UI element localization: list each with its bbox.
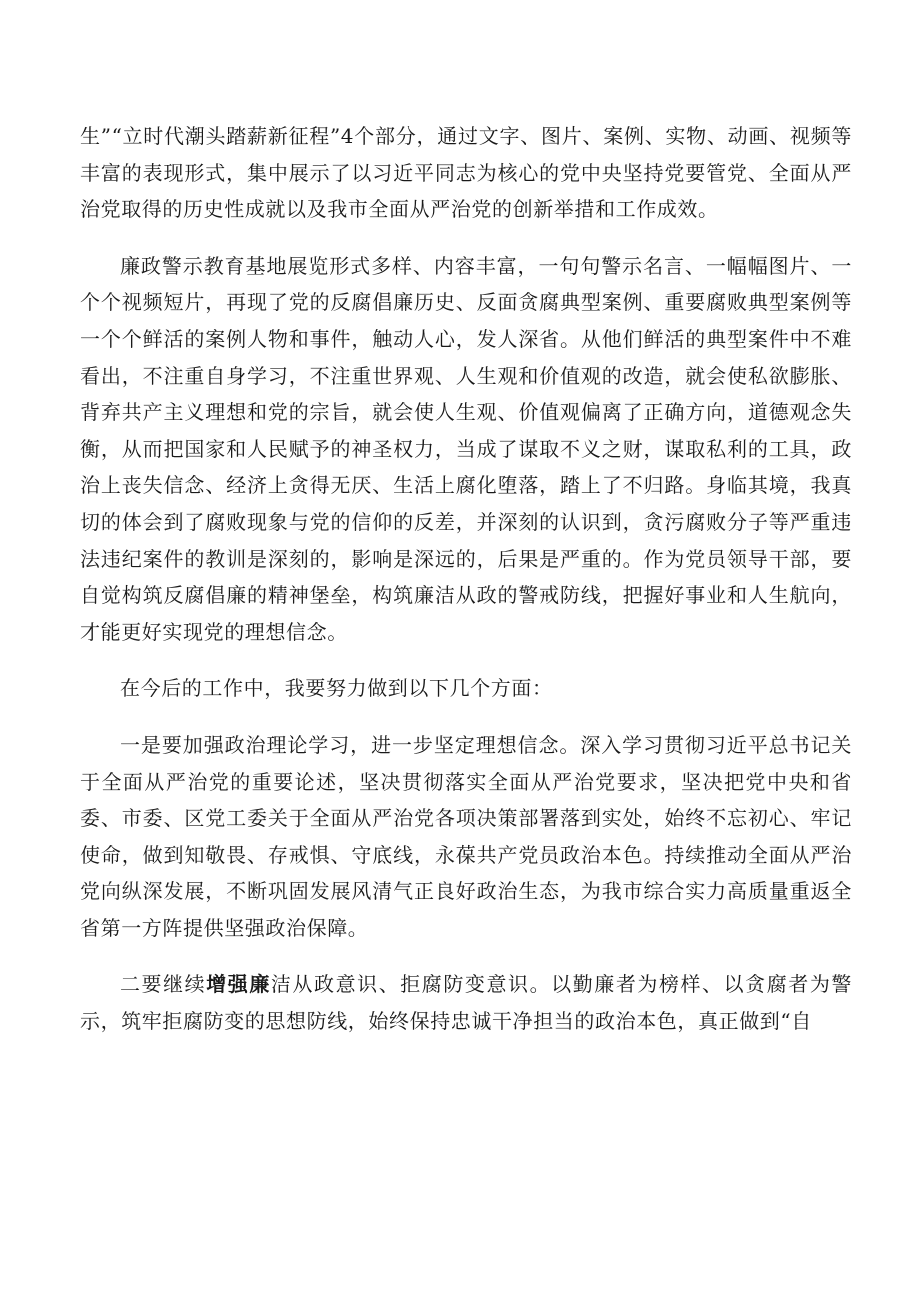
paragraph-1: 生”“立时代潮头踏薪新征程”4个部分，通过文字、图片、案例、实物、动画、视频等丰富的表现形式，集中展示了以习近平同志为核心的党中央坚持党要管党、全面从严治党取得的历史性成就以及我市全面从严治党的创新举措和工作成效。 xyxy=(80,124,852,222)
paragraph-4: 一是要加强政治理论学习，进一步坚定理想信念。深入学习贯彻习近平总书记关于全面从严治党的重要论述，坚决贯彻落实全面从严治党要求，坚决把党中央和省委、市委、区党工委关于全面从严治党各项决策部署落到实处，始终不忘初心、牢记使命，做到知敬畏、存戒惧、守底线，永葆共产党员政治本色。持续推动全面从严治党向纵深发展，不断巩固发展风清气正良好政治生态，为我市综合实力高质量重返全省第一方阵提供坚强政治保障。 xyxy=(80,732,852,940)
paragraph-5 xyxy=(80,966,852,1039)
paragraph-5-text-start: 二要继续 xyxy=(120,972,207,997)
paragraph-5-text-end: 洁从政意识、拒腐防变意识。以勤廉者为榜样、以贪腐者为警示，筑牢拒腐防变的思想防线，始终保持忠诚干净担当的政治本色，真正做到“自 xyxy=(80,972,852,1034)
paragraph-2: 廉政警示教育基地展览形式多样、内容丰富，一句句警示名言、一幅幅图片、一个个视频短片，再现了党的反腐倡廉历史、反面贪腐典型案例、重要腐败典型案例等一个个鲜活的案例人物和事件，触动人心，发人深省。从他们鲜活的典型案件中不难看出，不注重自身学习，不注重世界观、人生观和价值观的改造，就会使私欲膨胀、背弃共产主义理想和党的宗旨，就会使人生观、价值观偏离了正确方向，道德观念失衡，从而把国家和人民赋予的神圣权力，当成了谋取不义之财，谋取私利的工具，政治上丧失信念、经济上贪得无厌、生活上腐化堕落，踏上了不归路。身临其境，我真切的体会到了腐败现象与党的信仰的反差，并深刻的认识到，贪污腐败分子等严重违法违纪案件的教训是深刻的，影响是深远的，后果是严重的。作为党员领导干部，要自觉构筑反腐倡廉的精神堡垒，构筑廉洁从政的警戒防线，把握好事业和人生航向，才能更好实现党的理想信念。 xyxy=(80,253,852,644)
paragraph-5-emphasis: 增强廉 xyxy=(206,972,271,997)
paragraph-3: 在今后的工作中，我要努力做到以下几个方面： xyxy=(120,676,553,701)
document-body xyxy=(80,118,852,1040)
